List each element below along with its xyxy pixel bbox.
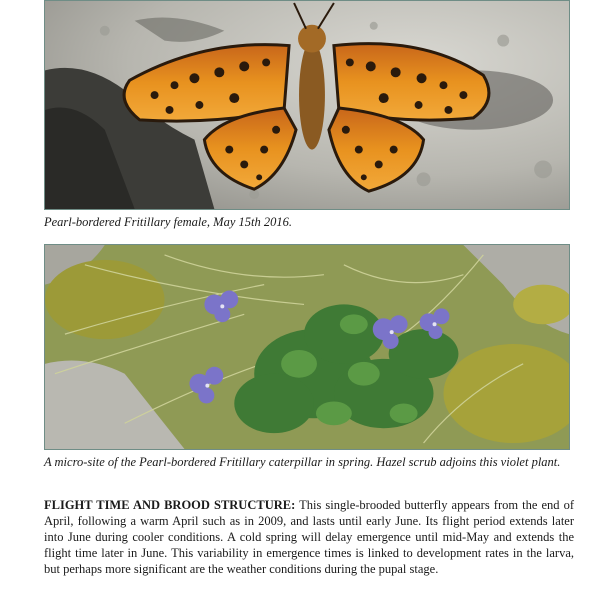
butterfly-photo-illustration (45, 1, 569, 209)
section-paragraph (44, 497, 574, 577)
butterfly-photo (44, 0, 570, 210)
section-heading: FLIGHT TIME AND BROOD STRUCTURE: (44, 498, 296, 512)
figure-caption: Pearl-bordered Fritillary female, May 15th 2016. (44, 215, 292, 229)
violet-plant-illustration (45, 245, 569, 449)
violet-plant-photo (44, 244, 570, 450)
figure-caption: A micro-site of the Pearl-bordered Fritillary caterpillar in spring. Hazel scrub adjoins this violet plant. (44, 455, 561, 469)
section-body-text: This single-brooded butterfly appears from the end of April, following a warm April such as in 2009, and lasts until early June. Its flight period extends later into June during cooler conditions. A cold spring will delay emergence until mid-May and extends the flight time later in June. This variability in emergence times is linked to development rates in the larva, but perhaps more significant are the weather conditions during the pupal stage. (44, 498, 574, 576)
